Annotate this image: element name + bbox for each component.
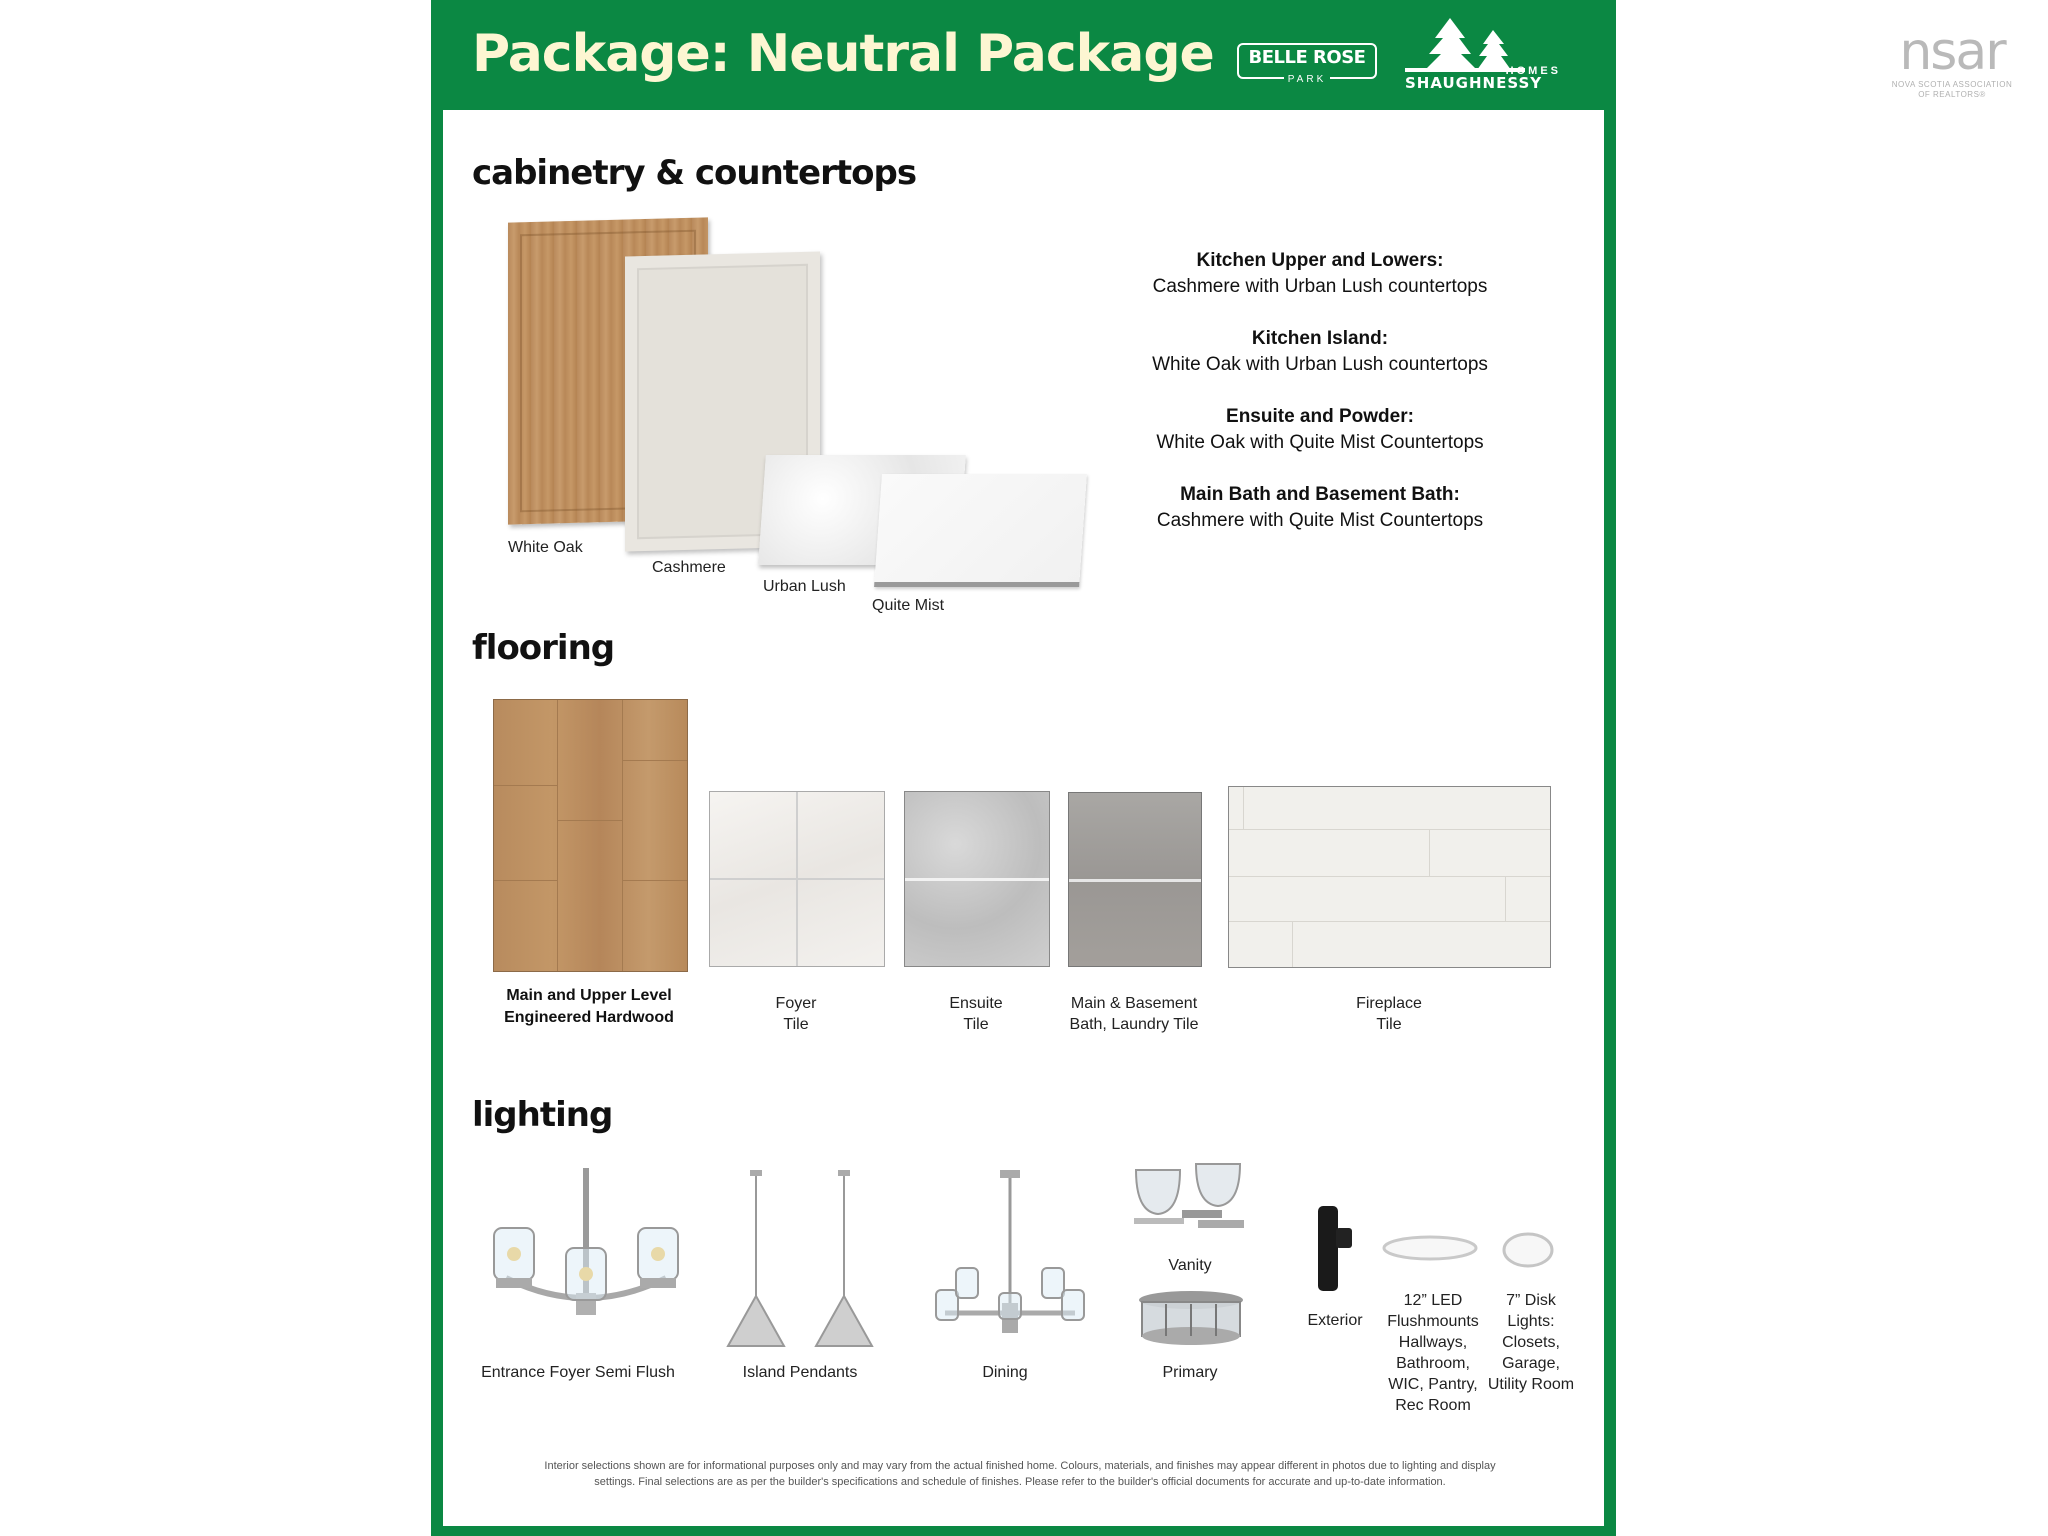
- island-pendants-label: Island Pendants: [742, 1364, 858, 1381]
- label-line: Utility Room: [1487, 1376, 1575, 1393]
- label-line: 12” LED: [1403, 1292, 1463, 1309]
- ensuite-tile-label: [896, 993, 1056, 1035]
- hardwood-swatch: [493, 699, 688, 972]
- label-line: Bath, Laundry Tile: [1069, 1016, 1199, 1033]
- foyer-tile-swatch: [709, 791, 885, 967]
- label-line: Lights:: [1507, 1313, 1555, 1330]
- vanity-light-icon: [1128, 1160, 1248, 1240]
- belle-rose-park-logo: [1237, 43, 1377, 85]
- spec-main-basement-bath: [1100, 482, 1540, 534]
- bath-laundry-tile-label: [1044, 993, 1224, 1035]
- label-line: Main & Basement: [1070, 995, 1198, 1012]
- spec-heading: Kitchen Island:: [1251, 328, 1389, 349]
- label-line: Rec Room: [1395, 1397, 1471, 1414]
- shaughnessy-text: SHAUGHNESSY: [1405, 74, 1543, 92]
- nsar-line2: OF REALTORS®: [1918, 90, 1986, 99]
- disclaimer-line: Interior selections shown are for informational purposes only and may vary from the actual finished home. Colours, materials, and finishes may appear different in photos due to lighting and display: [544, 1460, 1496, 1472]
- label-line: Closets,: [1502, 1334, 1560, 1351]
- vanity-label: Vanity: [1168, 1257, 1212, 1274]
- exterior-label: Exterior: [1307, 1312, 1363, 1329]
- label-line: Ensuite: [949, 995, 1003, 1012]
- hardwood-label: [479, 985, 699, 1029]
- exterior-sconce-icon: [1312, 1200, 1357, 1295]
- spec-heading: Kitchen Upper and Lowers:: [1196, 250, 1444, 271]
- spec-heading: Ensuite and Powder:: [1226, 406, 1414, 427]
- label-line: Flushmounts: [1387, 1313, 1479, 1330]
- urban-lush-label: Urban Lush: [763, 578, 846, 595]
- foyer-tile-label: [716, 993, 876, 1035]
- cashmere-label: Cashmere: [652, 559, 726, 576]
- fireplace-tile-swatch: [1228, 786, 1551, 968]
- nsar-watermark: [1872, 24, 2032, 104]
- primary-label: Primary: [1162, 1364, 1218, 1381]
- cabinetry-heading: cabinetry & countertops: [472, 153, 917, 193]
- label-line: 7” Disk: [1506, 1292, 1556, 1309]
- label-line: Engineered Hardwood: [504, 1009, 674, 1026]
- disclaimer: [540, 1458, 1500, 1490]
- primary-flushmount-icon: [1136, 1290, 1246, 1350]
- fireplace-tile-label: [1309, 993, 1469, 1035]
- label-line: Tile: [783, 1016, 809, 1033]
- quite-mist-label: Quite Mist: [872, 597, 945, 614]
- spec-text: Cashmere with Urban Lush countertops: [1152, 276, 1488, 297]
- homes-text: HOMES: [1505, 65, 1561, 77]
- entrance-foyer-label: Entrance Foyer Semi Flush: [481, 1364, 675, 1381]
- ensuite-tile-swatch: [904, 791, 1050, 967]
- quite-mist-swatch: [874, 474, 1087, 587]
- bath-laundry-tile-swatch: [1068, 792, 1202, 967]
- spec-text: White Oak with Quite Mist Countertops: [1156, 432, 1484, 453]
- nsar-line1: NOVA SCOTIA ASSOCIATION: [1891, 80, 2013, 89]
- label-line: Foyer: [775, 995, 817, 1012]
- dining-label: Dining: [982, 1364, 1028, 1381]
- page-title: Package: Neutral Package: [472, 24, 1214, 84]
- label-line: Hallways,: [1398, 1334, 1468, 1351]
- spec-ensuite-powder: [1100, 404, 1540, 456]
- led-flushmounts-label: [1378, 1290, 1488, 1416]
- label-line: Fireplace: [1356, 995, 1422, 1012]
- spec-text: Cashmere with Quite Mist Countertops: [1156, 510, 1484, 531]
- spec-kitchen-upper-lowers: [1100, 248, 1540, 300]
- shaughnessy-homes-logo: [1405, 16, 1565, 91]
- spec-kitchen-island: [1100, 326, 1540, 378]
- led-flushmount-icon: [1380, 1234, 1480, 1264]
- label-line: Main and Upper Level: [506, 987, 672, 1004]
- belle-park-text: PARK: [1284, 75, 1331, 85]
- nsar-logo-text: nsar: [1899, 22, 2005, 82]
- island-pendants-icon: [720, 1168, 880, 1348]
- label-line: Tile: [1376, 1016, 1402, 1033]
- spec-heading: Main Bath and Basement Bath:: [1180, 484, 1460, 505]
- white-oak-label: White Oak: [508, 539, 583, 556]
- lighting-heading: lighting: [472, 1095, 613, 1135]
- disclaimer-line: settings. Final selections are as per the builder's specifications and schedule of finishes. Please refer to the builder's official documents for accurate and up-to-date information.: [594, 1476, 1446, 1488]
- label-line: WIC, Pantry,: [1388, 1376, 1478, 1393]
- spec-text: White Oak with Urban Lush countertops: [1152, 354, 1488, 375]
- flooring-heading: flooring: [472, 628, 615, 668]
- label-line: Garage,: [1502, 1355, 1560, 1372]
- belle-rose-text: BELLE ROSE: [1248, 47, 1366, 68]
- label-line: Bathroom,: [1396, 1355, 1470, 1372]
- disk-lights-label: [1476, 1290, 1586, 1395]
- semi-flush-fixture-icon: [486, 1168, 686, 1343]
- dining-chandelier-icon: [930, 1168, 1090, 1343]
- label-line: Tile: [963, 1016, 989, 1033]
- disk-light-icon: [1500, 1230, 1556, 1270]
